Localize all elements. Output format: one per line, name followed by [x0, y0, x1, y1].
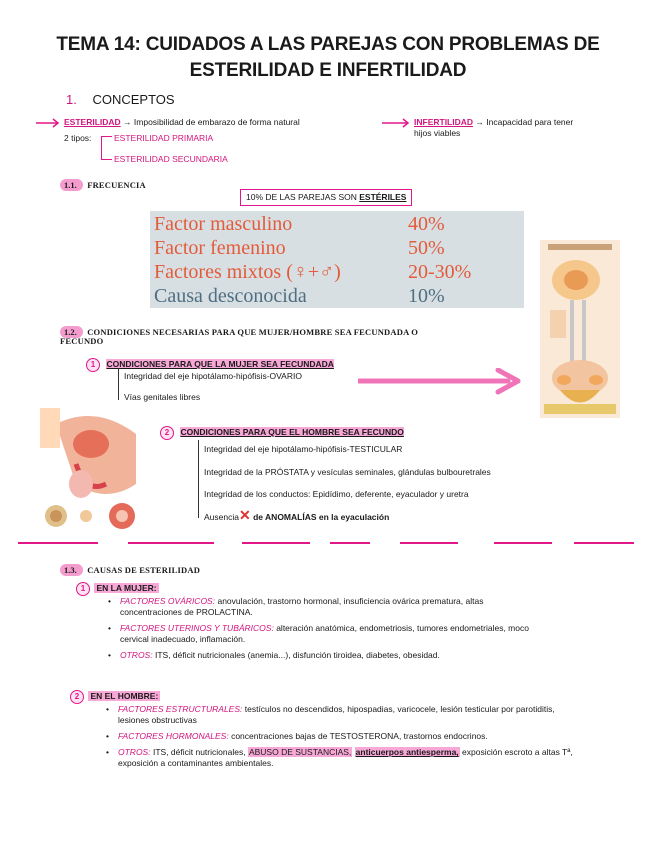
tipo-primaria: ESTERILIDAD PRIMARIA	[114, 133, 214, 143]
section-number: 1.3.	[60, 564, 83, 576]
section-heading-cont: FECUNDO	[60, 336, 104, 346]
bullet-icon: •	[106, 747, 109, 757]
list-item	[106, 650, 546, 661]
item-label: FACTORES ESTRUCTURALES:	[118, 704, 243, 714]
item-text: anovulación, trastorno hormonal, insuficiencia ovárica prematura, altas concentraciones de PROLACTINA.	[120, 596, 484, 617]
causas-mujer-heading	[76, 578, 159, 596]
causas-mujer-list	[106, 596, 546, 661]
bracket	[101, 136, 112, 160]
causas-hombre-list	[104, 704, 584, 769]
section-heading: CAUSAS DE ESTERILIDAD	[87, 565, 201, 575]
factor-value: 20-30%	[408, 261, 472, 283]
list-item	[106, 596, 546, 618]
hombre-condition-item: Integridad de los conductos: Epidídimo, deferente, eyaculador y uretra	[204, 489, 469, 499]
highlight-text: ABUSO DE SUSTANCIAS,	[248, 747, 352, 757]
divider	[128, 542, 214, 544]
section-heading: CONDICIONES NECESARIAS PARA QUE MUJER/HOMBRE SEA FECUNDADA O	[87, 327, 419, 337]
infertilidad-def-b: hijos viables	[414, 128, 461, 138]
big-arrow-icon	[358, 368, 526, 398]
list-item	[104, 704, 584, 726]
divider	[18, 542, 98, 544]
heading-text: CONDICIONES PARA QUE EL HOMBRE SEA FECUNDO	[180, 427, 404, 437]
factor-label: Causa desconocida	[154, 285, 307, 307]
hombre-conditions-heading	[160, 422, 404, 440]
section-number: 1.	[66, 92, 77, 107]
hombre-condition-item: Integridad del eje hipotálamo-hipófisis-TESTICULAR	[204, 444, 403, 454]
tree-line	[118, 368, 119, 400]
section-heading: CONCEPTOS	[92, 92, 175, 107]
hombre-condition-item	[204, 507, 390, 523]
item-text: alteración anatómica, endometriosis, tumores endometriales, moco cervical inadecuado, inflamación.	[120, 623, 529, 644]
esterilidad-def: → Imposibilidad de embarazo de forma natural	[123, 117, 300, 127]
mujer-condition-item: Vías genitales libres	[124, 392, 201, 402]
arrow-right-icon	[382, 118, 412, 128]
list-item	[104, 747, 584, 769]
stat-box	[240, 189, 412, 206]
item-label: FACTORES HORMONALES:	[118, 731, 229, 741]
heading-text: CONDICIONES PARA QUE LA MUJER SEA FECUNDADA	[106, 359, 334, 369]
section-causas	[60, 560, 200, 578]
page-title-line2: ESTERILIDAD E INFERTILIDAD	[189, 60, 467, 81]
item-label: FACTORES UTERINOS Y TUBÁRICOS:	[120, 623, 274, 633]
section-frecuencia	[60, 175, 146, 193]
divider	[242, 542, 310, 544]
number-circle-icon: 2	[70, 690, 84, 704]
number-circle-icon: 1	[76, 582, 90, 596]
causas-hombre-heading	[70, 686, 160, 704]
highlight-text: anticuerpos antiesperma,	[355, 747, 459, 757]
section-conceptos	[66, 92, 175, 107]
divider	[330, 542, 370, 544]
factor-label: Factor femenino	[154, 237, 286, 259]
divider	[400, 542, 458, 544]
item-text: ITS, déficit nutricionales (anemia...), disfunción tiroidea, diabetes, obesidad.	[154, 650, 440, 660]
tipos-label: 2 tipos:	[64, 133, 92, 143]
item-text: concentraciones bajas de TESTOSTERONA, trastornos endocrinos.	[231, 731, 488, 741]
section-number: 1.1.	[60, 179, 83, 191]
item-text: testículos no descendidos, hipospadias, varicocele, lesión testicular por parotiditis, lesiones obstructivas	[118, 704, 555, 725]
arrow-right-icon	[36, 118, 62, 128]
item-text: ITS, déficit nutricionales,	[152, 747, 246, 757]
esterilidad-definition	[64, 117, 300, 128]
number-circle-icon: 2	[160, 426, 174, 440]
divider	[494, 542, 552, 544]
tree-line	[198, 440, 199, 518]
section-number: 1.2.	[60, 326, 83, 338]
cross-icon: ✕	[238, 507, 251, 523]
bullet-icon: •	[108, 596, 111, 606]
factor-label: Factor masculino	[154, 213, 293, 235]
list-item	[106, 623, 546, 645]
heading-text: EN EL HOMBRE:	[90, 691, 159, 701]
factor-table	[150, 211, 524, 308]
infertilidad-def: → Incapacidad para tener	[475, 117, 574, 127]
mujer-conditions-heading	[86, 354, 334, 372]
bullet-icon: •	[106, 704, 109, 714]
bullet-icon: •	[108, 623, 111, 633]
item-label: OTROS:	[120, 650, 153, 660]
hormonal-axis-diagram	[540, 240, 620, 418]
item-label: OTROS:	[118, 747, 151, 757]
section-condiciones	[60, 322, 540, 340]
hombre-condition-item: Integridad de la PRÓSTATA y vesículas seminales, glándulas bulbouretrales	[204, 467, 491, 477]
heading-text: EN LA MUJER:	[96, 583, 157, 593]
male-reproductive-anatomy	[36, 404, 156, 530]
factor-value: 50%	[408, 237, 445, 259]
esterilidad-term: ESTERILIDAD	[64, 117, 121, 127]
infertilidad-term: INFERTILIDAD	[414, 117, 474, 127]
factor-value: 10%	[408, 285, 445, 307]
infertilidad-definition	[414, 117, 624, 139]
item-text: Ausencia	[204, 512, 239, 522]
factor-value: 40%	[408, 213, 445, 235]
mujer-condition-item: Integridad del eje hipotálamo-hipófisis-OVARIO	[124, 371, 302, 381]
page-title: TEMA 14: CUIDADOS A LAS PAREJAS CON PROBLEMAS DE	[56, 34, 600, 55]
item-label: FACTORES OVÁRICOS:	[120, 596, 216, 606]
item-text: de ANOMALÍAS en la eyaculación	[253, 512, 390, 522]
number-circle-icon: 1	[86, 358, 100, 372]
bullet-icon: •	[106, 731, 109, 741]
tipo-secundaria: ESTERILIDAD SECUNDARIA	[114, 154, 228, 164]
item-text: exposición escroto a altas Tª, exposición a contaminantes ambientales.	[118, 747, 573, 768]
stat-emphasis: ESTÉRILES	[359, 192, 407, 202]
bullet-icon: •	[108, 650, 111, 660]
stat-text: 10% DE LAS PAREJAS SON	[246, 192, 357, 202]
list-item	[104, 731, 584, 742]
section-heading: FRECUENCIA	[87, 180, 146, 190]
factor-label: Factores mixtos (♀+♂)	[154, 261, 341, 283]
divider	[574, 542, 634, 544]
